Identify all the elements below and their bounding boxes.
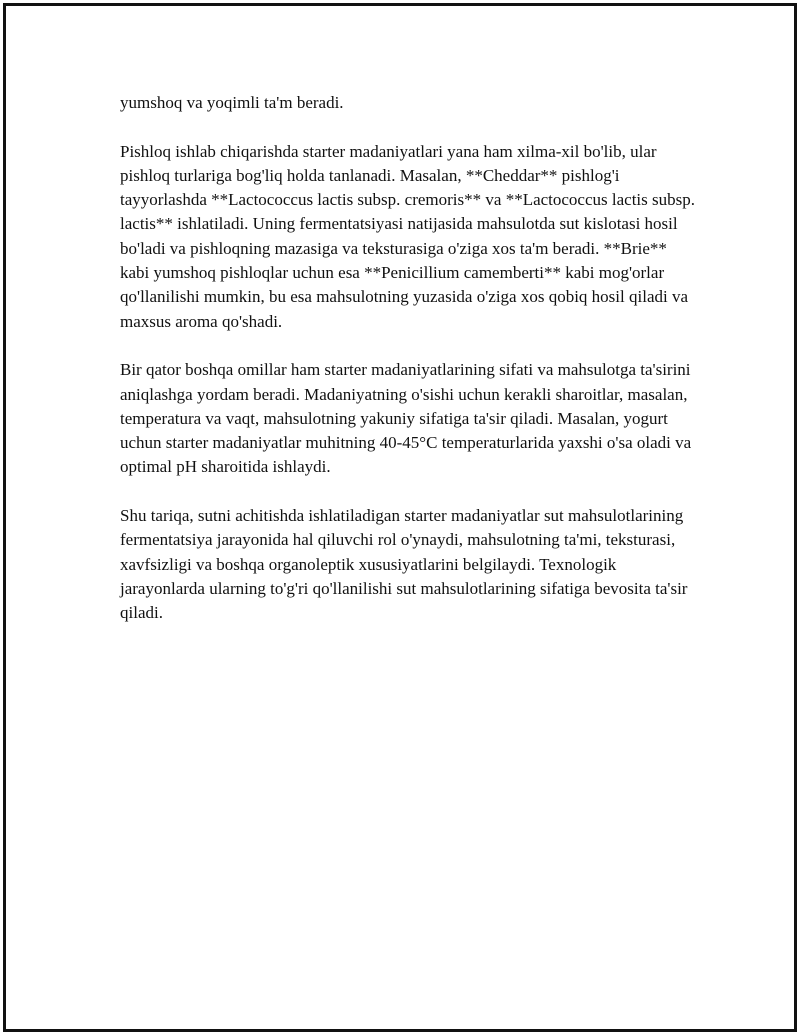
document-body bbox=[120, 91, 695, 650]
paragraph-1: yumshoq va yoqimli ta'm beradi. bbox=[120, 93, 344, 112]
paragraph-4: Shu tariqa, sutni achitishda ishlatiladigan starter madaniyatlar sut mahsulotlarining fermentatsiya jarayonida hal qiluvchi rol o'ynaydi, mahsulotning ta'mi, teksturasi, xavfsizligi va boshqa organoleptik xususiyatlarini belgilaydi. Texnologik jarayonlarda ularning to'g'ri qo'llanilishi sut mahsulotlarining sifatiga bevosita ta'sir qiladi. bbox=[120, 506, 688, 623]
paragraph-2: Pishloq ishlab chiqarishda starter madaniyatlari yana ham xilma-xil bo'lib, ular pishloq turlariga bog'liq holda tanlanadi. Masalan, **Cheddar** pishlog'i tayyorlashda **Lactococcus lactis subsp. cremoris** va **Lactococcus lactis subsp. lactis** ishlatiladi. Uning fermentatsiyasi natijasida mahsulotda sut kislotasi hosil bo'ladi va pishloqning mazasiga va teksturasiga o'ziga xos ta'm beradi. **Brie** kabi yumshoq pishloqlar uchun esa **Penicillium camemberti** kabi mog'orlar qo'llanilishi mumkin, bu esa mahsulotning yuzasida o'ziga xos qobiq hosil qiladi va maxsus aroma qo'shadi. bbox=[120, 141, 695, 331]
document-page bbox=[3, 3, 797, 1032]
paragraph-3: Bir qator boshqa omillar ham starter madaniyatlarining sifati va mahsulotga ta'sirini aniqlashga yordam beradi. Madaniyatning o'sishi uchun kerakli sharoitlar, masalan, temperatura va vaqt, mahsulotning yakuniy sifatiga ta'sir qiladi. Masalan, yogurt uchun starter madaniyatlar muhitning 40-45°C temperaturlarida yaxshi o'sa oladi va optimal pH sharoitida ishlaydi. bbox=[120, 360, 692, 477]
